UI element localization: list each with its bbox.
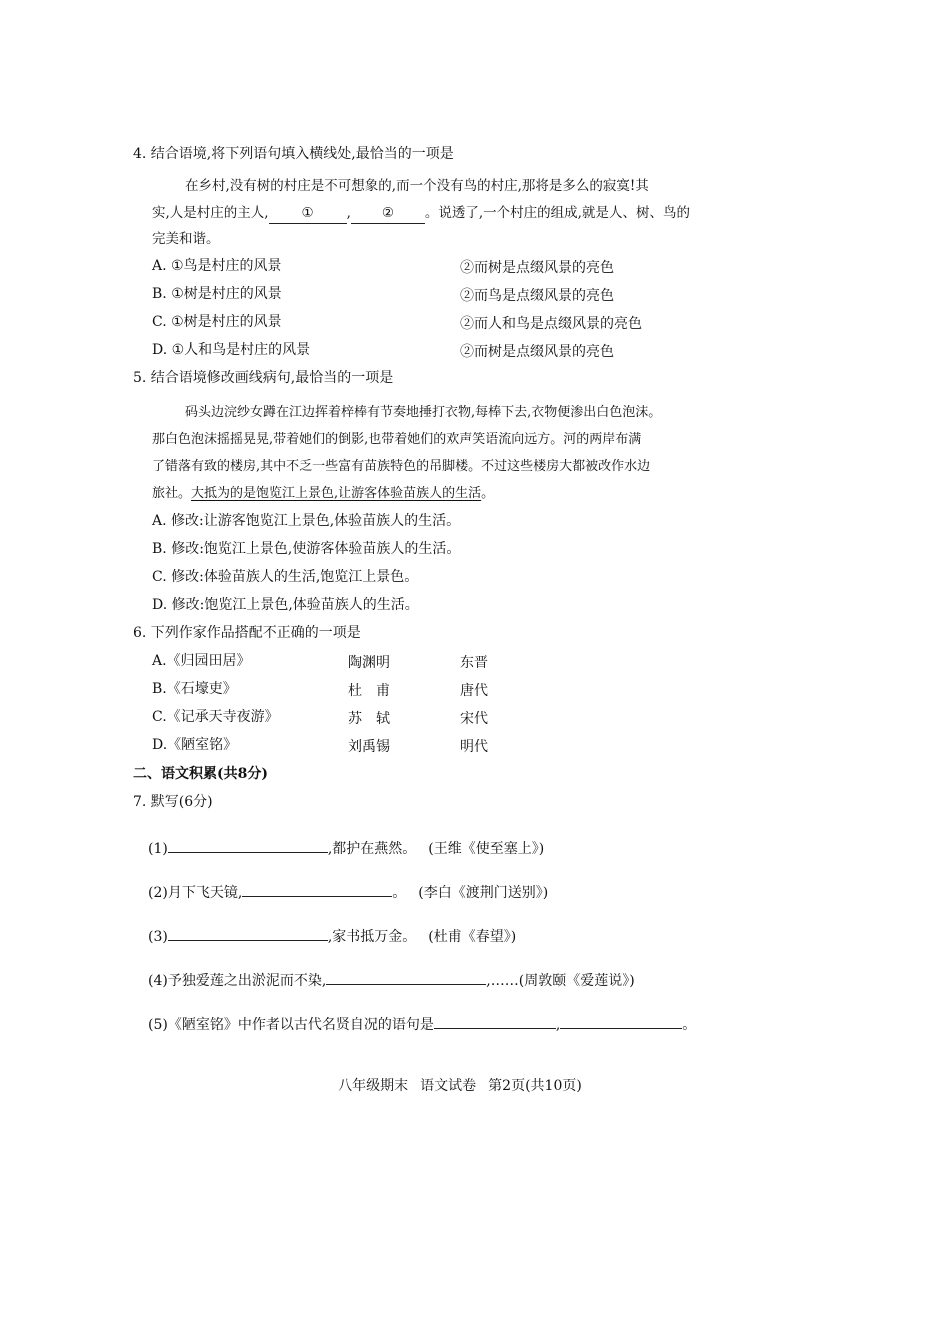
q4-option-a-right: ②而树是点缀风景的亮色 (460, 260, 614, 276)
q5-option-b: B. 修改:饱览江上景色,使游客体验苗族人的生活。 (152, 541, 461, 557)
q4-option-c-left: C. ①树是村庄的风景 (152, 314, 282, 330)
q4-passage-text: 实,人是村庄的主人, (152, 205, 269, 221)
q4-option-d-left: D. ①人和鸟是村庄的风景 (152, 342, 311, 358)
q4-stem: 4. 结合语境,将下列语句填入横线处,最恰当的一项是 (133, 146, 454, 162)
q6-row-b-dynasty: 唐代 (460, 683, 488, 699)
q4-passage-line-1: 在乡村,没有树的村庄是不可想象的,而一个没有鸟的村庄,那将是多么的寂寞!其 (185, 178, 649, 194)
q7-item-5-blank-1[interactable] (434, 1014, 556, 1029)
q7-item-3-text: ,家书抵万金。 (327, 929, 417, 945)
q5-passage-line-4 (152, 484, 494, 504)
q4-passage-line-2 (152, 203, 690, 224)
q7-item-2-blank[interactable] (242, 882, 392, 897)
q7-item-2-text: 。 (392, 885, 407, 901)
q5-passage-text: 旅社。 (152, 486, 192, 501)
q6-stem: 6. 下列作家作品搭配不正确的一项是 (133, 625, 361, 641)
q7-item-1-text: ,都护在燕然。 (327, 841, 417, 857)
q7-item-1-prefix: (1) (148, 841, 168, 857)
q7-item-4 (148, 970, 635, 991)
q7-stem: 7. 默写(6分) (133, 794, 213, 810)
q4-option-c-right: ②而人和鸟是点缀风景的亮色 (460, 316, 642, 332)
q5-underlined-sentence: 大抵为的是饱览江上景色,让游客体验苗族人的生活 (191, 486, 482, 501)
q6-row-a-work: A.《归园田居》 (152, 653, 251, 669)
q5-option-c: C. 修改:体验苗族人的生活,饱览江上景色。 (152, 569, 419, 585)
q5-option-d: D. 修改:饱览江上景色,体验苗族人的生活。 (152, 597, 419, 613)
q7-item-1-source: (王维《使至塞上》) (428, 841, 545, 857)
q6-row-c-work: C.《记承天寺夜游》 (152, 709, 279, 725)
q6-row-a-dynasty: 东晋 (460, 655, 488, 671)
q4-blank-2: ② (351, 203, 425, 224)
q7-item-4-blank[interactable] (326, 970, 486, 985)
q6-row-b-work: B.《石壕吏》 (152, 681, 237, 697)
q4-blank-1: ① (269, 203, 347, 224)
q6-row-b-author: 杜 甫 (348, 683, 390, 699)
q7-item-1-blank[interactable] (168, 838, 328, 853)
q4-option-d-right: ②而树是点缀风景的亮色 (460, 344, 614, 360)
q4-option-b-right: ②而鸟是点缀风景的亮色 (460, 288, 614, 304)
q7-item-3-blank[interactable] (168, 926, 328, 941)
q5-option-a: A. 修改:让游客饱览江上景色,体验苗族人的生活。 (152, 513, 461, 529)
q7-item-5-prefix: (5)《陋室铭》中作者以古代名贤自况的语句是 (148, 1017, 434, 1033)
section-2-title: 二、语文积累(共8分) (133, 766, 268, 782)
q6-row-d-author: 刘禹锡 (348, 739, 390, 755)
q7-item-1 (148, 838, 544, 859)
q7-item-5 (148, 1014, 696, 1035)
q7-item-4-source: (周敦颐《爱莲说》) (518, 973, 635, 989)
q4-option-a-left: A. ①鸟是村庄的风景 (152, 258, 282, 274)
q5-passage-line-2: 那白色泡沫摇摇晃晃,带着她们的倒影,也带着她们的欢声笑语流向远方。河的两岸布满 (152, 432, 642, 447)
q4-option-b-left: B. ①树是村庄的风景 (152, 286, 282, 302)
q7-item-2-prefix: (2)月下飞天镜, (148, 885, 243, 901)
q5-stem: 5. 结合语境修改画线病句,最恰当的一项是 (133, 370, 394, 386)
q7-item-5-separator: , (555, 1017, 561, 1033)
page-footer (0, 1076, 935, 1096)
q6-row-d-dynasty: 明代 (460, 739, 488, 755)
q7-item-5-blank-2[interactable] (560, 1014, 682, 1029)
q7-item-4-prefix: (4)予独爱莲之出淤泥而不染, (148, 973, 327, 989)
footer-page-number: 第2页(共10页) (488, 1078, 582, 1094)
q5-passage-line-1: 码头边浣纱女蹲在江边挥着梓棒有节奏地捶打衣物,每棒下去,衣物便渗出白色泡沫。 (185, 405, 662, 420)
q7-item-5-end: 。 (682, 1017, 697, 1033)
q6-row-a-author: 陶渊明 (348, 655, 390, 671)
q7-item-2 (148, 882, 548, 903)
q4-passage-text: 。说透了,一个村庄的组成,就是人、树、鸟的 (424, 205, 690, 221)
q5-passage-text: 。 (481, 486, 495, 501)
q6-row-c-author: 苏 轼 (348, 711, 390, 727)
q4-passage-line-3: 完美和谐。 (152, 231, 220, 247)
q4-separator: , (346, 205, 351, 221)
q7-item-3 (148, 926, 516, 947)
footer-subject: 语文试卷 (420, 1078, 477, 1094)
q7-item-3-source: (杜甫《春望》) (428, 929, 517, 945)
q7-item-2-source: (李白《渡荆门送别》) (418, 885, 549, 901)
q7-item-4-text: ,…… (486, 973, 519, 989)
q6-row-c-dynasty: 宋代 (460, 711, 488, 727)
q5-passage-line-3: 了错落有致的楼房,其中不乏一些富有苗族特色的吊脚楼。不过这些楼房大都被改作水边 (152, 459, 651, 474)
footer-grade: 八年级期末 (338, 1078, 409, 1094)
q6-row-d-work: D.《陋室铭》 (152, 737, 238, 753)
q7-item-3-prefix: (3) (148, 929, 168, 945)
